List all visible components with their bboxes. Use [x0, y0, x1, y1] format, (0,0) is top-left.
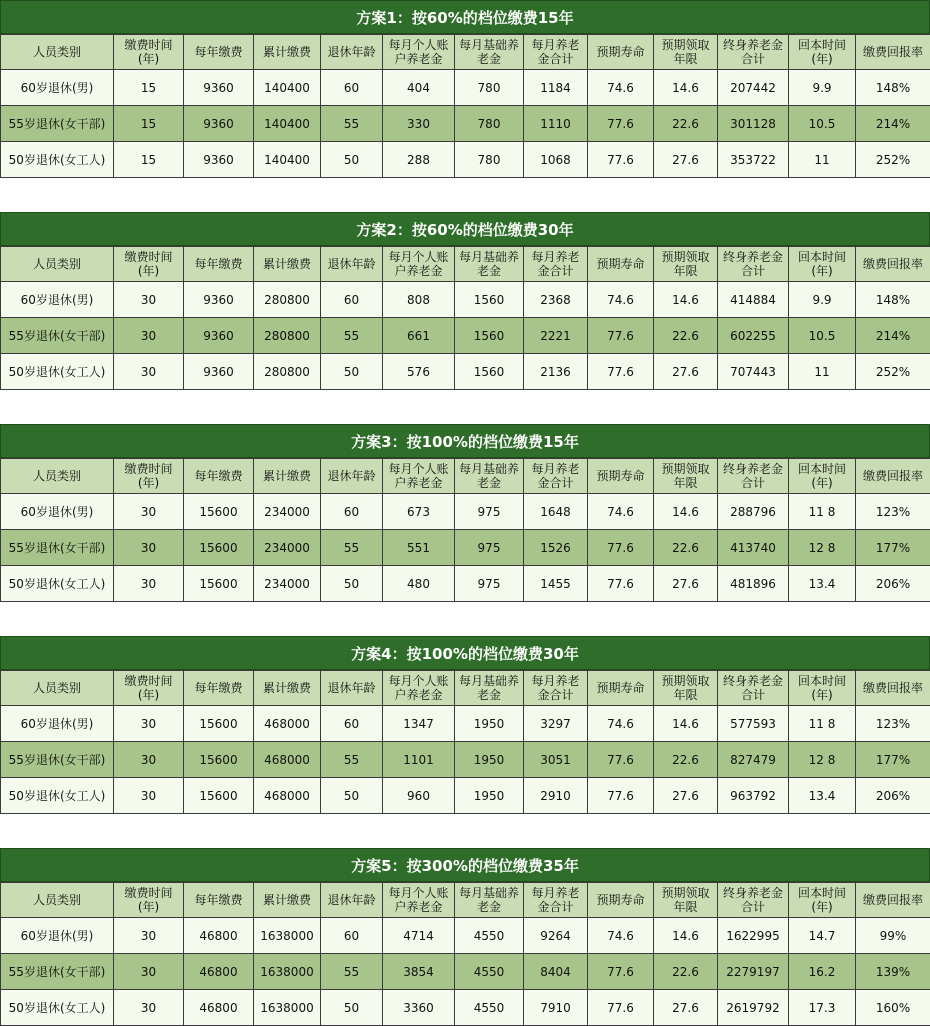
table-cell: 17.3: [789, 990, 856, 1026]
column-header: 预期寿命: [588, 459, 654, 494]
column-header: 缴费时间 (年): [114, 671, 184, 706]
table-cell: 9360: [184, 318, 254, 354]
table-cell: 55岁退休(女干部): [1, 106, 114, 142]
table-row: [1, 530, 930, 566]
table-cell: 55岁退休(女干部): [1, 742, 114, 778]
table-cell: 206%: [856, 566, 930, 602]
table-cell: 123%: [856, 494, 930, 530]
column-header: 每年缴费: [184, 883, 254, 918]
table-cell: 1068: [524, 142, 588, 178]
table-cell: 280800: [254, 282, 321, 318]
table-cell: 1560: [455, 282, 524, 318]
table-cell: 14.7: [789, 918, 856, 954]
table-cell: 60: [321, 918, 383, 954]
plan-table: [0, 458, 930, 602]
table-row: [1, 742, 930, 778]
table-cell: 481896: [718, 566, 789, 602]
column-header: 人员类别: [1, 247, 114, 282]
table-cell: 22.6: [654, 530, 718, 566]
table-cell: 12 8: [789, 742, 856, 778]
column-header: 缴费回报率: [856, 671, 930, 706]
column-header: 每年缴费: [184, 671, 254, 706]
table-cell: 55: [321, 106, 383, 142]
table-cell: 4550: [455, 990, 524, 1026]
table-cell: 1638000: [254, 990, 321, 1026]
table-cell: 780: [455, 106, 524, 142]
table-cell: 77.6: [588, 354, 654, 390]
column-header: 每月个人账 户养老金: [383, 247, 455, 282]
table-cell: 60岁退休(男): [1, 494, 114, 530]
table-cell: 77.6: [588, 566, 654, 602]
table-cell: 50岁退休(女工人): [1, 990, 114, 1026]
column-header: 累计缴费: [254, 671, 321, 706]
table-cell: 207442: [718, 70, 789, 106]
header-row: [1, 35, 930, 70]
table-cell: 2619792: [718, 990, 789, 1026]
table-cell: 22.6: [654, 954, 718, 990]
column-header: 缴费回报率: [856, 247, 930, 282]
plan-table: [0, 882, 930, 1026]
plan-section: [0, 848, 930, 1026]
column-header: 预期寿命: [588, 883, 654, 918]
column-header: 人员类别: [1, 459, 114, 494]
table-cell: 15600: [184, 494, 254, 530]
table-cell: 808: [383, 282, 455, 318]
table-cell: 15600: [184, 706, 254, 742]
table-cell: 14.6: [654, 70, 718, 106]
table-cell: 30: [114, 566, 184, 602]
table-cell: 50: [321, 778, 383, 814]
table-cell: 1560: [455, 354, 524, 390]
plan-table: [0, 246, 930, 390]
column-header: 人员类别: [1, 35, 114, 70]
table-cell: 50: [321, 142, 383, 178]
table-cell: 10.5: [789, 318, 856, 354]
table-cell: 15: [114, 106, 184, 142]
table-cell: 577593: [718, 706, 789, 742]
table-cell: 148%: [856, 70, 930, 106]
column-header: 人员类别: [1, 883, 114, 918]
table-cell: 30: [114, 318, 184, 354]
column-header: 每月基础养 老金: [455, 883, 524, 918]
table-cell: 22.6: [654, 742, 718, 778]
table-cell: 1110: [524, 106, 588, 142]
table-cell: 11 8: [789, 706, 856, 742]
table-cell: 30: [114, 742, 184, 778]
table-cell: 16.2: [789, 954, 856, 990]
table-cell: 30: [114, 918, 184, 954]
table-row: [1, 954, 930, 990]
column-header: 缴费时间 (年): [114, 247, 184, 282]
table-cell: 177%: [856, 742, 930, 778]
table-cell: 15600: [184, 742, 254, 778]
table-cell: 602255: [718, 318, 789, 354]
plan-title: 方案1：按60%的档位缴费15年: [0, 0, 930, 34]
table-cell: 30: [114, 778, 184, 814]
table-cell: 14.6: [654, 494, 718, 530]
table-cell: 140400: [254, 70, 321, 106]
column-header: 每月养老 金合计: [524, 671, 588, 706]
table-cell: 330: [383, 106, 455, 142]
table-row: [1, 70, 930, 106]
column-header: 预期领取 年限: [654, 247, 718, 282]
table-cell: 27.6: [654, 566, 718, 602]
table-row: [1, 318, 930, 354]
table-cell: 288796: [718, 494, 789, 530]
table-cell: 15: [114, 70, 184, 106]
table-cell: 9.9: [789, 70, 856, 106]
table-cell: 3051: [524, 742, 588, 778]
table-cell: 46800: [184, 918, 254, 954]
column-header: 退休年龄: [321, 35, 383, 70]
table-cell: 22.6: [654, 106, 718, 142]
table-cell: 15600: [184, 530, 254, 566]
table-cell: 148%: [856, 282, 930, 318]
column-header: 终身养老金 合计: [718, 671, 789, 706]
column-header: 回本时间 (年): [789, 459, 856, 494]
column-header: 每月养老 金合计: [524, 247, 588, 282]
header-row: [1, 459, 930, 494]
header-row: [1, 883, 930, 918]
table-cell: 1455: [524, 566, 588, 602]
table-cell: 9360: [184, 70, 254, 106]
table-cell: 1648: [524, 494, 588, 530]
table-cell: 74.6: [588, 706, 654, 742]
table-cell: 11: [789, 354, 856, 390]
table-cell: 1638000: [254, 954, 321, 990]
table-cell: 1184: [524, 70, 588, 106]
table-cell: 30: [114, 282, 184, 318]
table-cell: 55: [321, 742, 383, 778]
table-cell: 1347: [383, 706, 455, 742]
column-header: 每月个人账 户养老金: [383, 671, 455, 706]
table-cell: 1622995: [718, 918, 789, 954]
table-cell: 960: [383, 778, 455, 814]
table-cell: 4714: [383, 918, 455, 954]
column-header: 缴费回报率: [856, 883, 930, 918]
table-cell: 576: [383, 354, 455, 390]
table-cell: 353722: [718, 142, 789, 178]
table-cell: 1950: [455, 778, 524, 814]
table-cell: 74.6: [588, 70, 654, 106]
column-header: 预期寿命: [588, 247, 654, 282]
table-cell: 50: [321, 990, 383, 1026]
table-cell: 74.6: [588, 918, 654, 954]
plan-table: [0, 670, 930, 814]
table-cell: 1101: [383, 742, 455, 778]
table-cell: 404: [383, 70, 455, 106]
table-cell: 9.9: [789, 282, 856, 318]
table-cell: 214%: [856, 318, 930, 354]
table-row: [1, 918, 930, 954]
column-header: 退休年龄: [321, 671, 383, 706]
table-cell: 27.6: [654, 990, 718, 1026]
header-row: [1, 247, 930, 282]
table-cell: 140400: [254, 142, 321, 178]
column-header: 退休年龄: [321, 459, 383, 494]
table-cell: 60岁退休(男): [1, 706, 114, 742]
table-cell: 55: [321, 954, 383, 990]
table-cell: 413740: [718, 530, 789, 566]
table-cell: 14.6: [654, 918, 718, 954]
table-cell: 280800: [254, 354, 321, 390]
column-header: 回本时间 (年): [789, 247, 856, 282]
table-cell: 99%: [856, 918, 930, 954]
table-cell: 827479: [718, 742, 789, 778]
table-cell: 46800: [184, 990, 254, 1026]
table-row: [1, 142, 930, 178]
table-cell: 50岁退休(女工人): [1, 566, 114, 602]
column-header: 累计缴费: [254, 247, 321, 282]
table-cell: 7910: [524, 990, 588, 1026]
table-cell: 22.6: [654, 318, 718, 354]
column-header: 每月养老 金合计: [524, 883, 588, 918]
column-header: 终身养老金 合计: [718, 247, 789, 282]
table-cell: 77.6: [588, 778, 654, 814]
table-cell: 468000: [254, 778, 321, 814]
table-cell: 468000: [254, 742, 321, 778]
column-header: 每月个人账 户养老金: [383, 459, 455, 494]
column-header: 累计缴费: [254, 35, 321, 70]
table-cell: 30: [114, 494, 184, 530]
table-cell: 11 8: [789, 494, 856, 530]
table-cell: 480: [383, 566, 455, 602]
table-cell: 13.4: [789, 778, 856, 814]
table-cell: 55岁退休(女干部): [1, 954, 114, 990]
table-cell: 4550: [455, 918, 524, 954]
column-header: 预期领取 年限: [654, 459, 718, 494]
column-header: 每月基础养 老金: [455, 247, 524, 282]
table-cell: 468000: [254, 706, 321, 742]
table-row: [1, 778, 930, 814]
table-cell: 975: [455, 566, 524, 602]
plan-title: 方案2：按60%的档位缴费30年: [0, 212, 930, 246]
table-cell: 177%: [856, 530, 930, 566]
table-cell: 60岁退休(男): [1, 70, 114, 106]
column-header: 缴费回报率: [856, 459, 930, 494]
column-header: 每月个人账 户养老金: [383, 883, 455, 918]
table-cell: 14.6: [654, 282, 718, 318]
column-header: 每月养老 金合计: [524, 459, 588, 494]
table-cell: 46800: [184, 954, 254, 990]
column-header: 缴费时间 (年): [114, 883, 184, 918]
table-cell: 74.6: [588, 282, 654, 318]
table-cell: 2221: [524, 318, 588, 354]
table-cell: 301128: [718, 106, 789, 142]
table-cell: 13.4: [789, 566, 856, 602]
table-cell: 27.6: [654, 354, 718, 390]
table-cell: 77.6: [588, 954, 654, 990]
table-cell: 15600: [184, 778, 254, 814]
column-header: 每年缴费: [184, 459, 254, 494]
table-cell: 50: [321, 566, 383, 602]
table-cell: 30: [114, 354, 184, 390]
plan-title: 方案4：按100%的档位缴费30年: [0, 636, 930, 670]
plan-section: [0, 212, 930, 390]
table-cell: 55: [321, 530, 383, 566]
table-cell: 74.6: [588, 494, 654, 530]
table-row: [1, 354, 930, 390]
table-cell: 975: [455, 494, 524, 530]
table-cell: 9360: [184, 282, 254, 318]
table-cell: 551: [383, 530, 455, 566]
column-header: 回本时间 (年): [789, 883, 856, 918]
table-cell: 780: [455, 142, 524, 178]
plan-section: [0, 0, 930, 178]
column-header: 缴费回报率: [856, 35, 930, 70]
table-cell: 30: [114, 954, 184, 990]
column-header: 每月个人账 户养老金: [383, 35, 455, 70]
column-header: 回本时间 (年): [789, 671, 856, 706]
table-cell: 2368: [524, 282, 588, 318]
table-cell: 50岁退休(女工人): [1, 778, 114, 814]
table-cell: 139%: [856, 954, 930, 990]
column-header: 预期寿命: [588, 35, 654, 70]
table-cell: 50: [321, 354, 383, 390]
table-cell: 60: [321, 282, 383, 318]
table-cell: 288: [383, 142, 455, 178]
table-cell: 60: [321, 494, 383, 530]
column-header: 每年缴费: [184, 35, 254, 70]
plan-title: 方案5：按300%的档位缴费35年: [0, 848, 930, 882]
table-cell: 9264: [524, 918, 588, 954]
table-cell: 50岁退休(女工人): [1, 354, 114, 390]
table-cell: 234000: [254, 566, 321, 602]
table-cell: 60岁退休(男): [1, 282, 114, 318]
table-cell: 280800: [254, 318, 321, 354]
table-cell: 30: [114, 530, 184, 566]
table-cell: 30: [114, 990, 184, 1026]
table-cell: 77.6: [588, 742, 654, 778]
column-header: 终身养老金 合计: [718, 459, 789, 494]
table-cell: 673: [383, 494, 455, 530]
table-cell: 1526: [524, 530, 588, 566]
column-header: 每月养老 金合计: [524, 35, 588, 70]
table-cell: 60: [321, 70, 383, 106]
plan-section: [0, 424, 930, 602]
table-cell: 55: [321, 318, 383, 354]
table-cell: 9360: [184, 142, 254, 178]
table-cell: 8404: [524, 954, 588, 990]
column-header: 终身养老金 合计: [718, 35, 789, 70]
table-cell: 77.6: [588, 106, 654, 142]
table-cell: 140400: [254, 106, 321, 142]
plan-title: 方案3：按100%的档位缴费15年: [0, 424, 930, 458]
plan-section: [0, 636, 930, 814]
table-cell: 30: [114, 706, 184, 742]
table-cell: 1950: [455, 742, 524, 778]
table-cell: 3854: [383, 954, 455, 990]
table-cell: 77.6: [588, 530, 654, 566]
column-header: 每月基础养 老金: [455, 671, 524, 706]
column-header: 每月基础养 老金: [455, 459, 524, 494]
column-header: 预期领取 年限: [654, 883, 718, 918]
table-cell: 60岁退休(男): [1, 918, 114, 954]
table-cell: 234000: [254, 530, 321, 566]
table-cell: 60: [321, 706, 383, 742]
table-cell: 10.5: [789, 106, 856, 142]
table-cell: 234000: [254, 494, 321, 530]
table-row: [1, 990, 930, 1026]
table-cell: 963792: [718, 778, 789, 814]
column-header: 预期寿命: [588, 671, 654, 706]
table-cell: 9360: [184, 106, 254, 142]
table-cell: 252%: [856, 354, 930, 390]
table-cell: 11: [789, 142, 856, 178]
table-cell: 123%: [856, 706, 930, 742]
table-cell: 1560: [455, 318, 524, 354]
table-cell: 15600: [184, 566, 254, 602]
table-cell: 77.6: [588, 990, 654, 1026]
table-row: [1, 566, 930, 602]
column-header: 退休年龄: [321, 883, 383, 918]
table-cell: 15: [114, 142, 184, 178]
table-cell: 77.6: [588, 142, 654, 178]
table-cell: 14.6: [654, 706, 718, 742]
header-row: [1, 671, 930, 706]
table-cell: 4550: [455, 954, 524, 990]
column-header: 回本时间 (年): [789, 35, 856, 70]
table-cell: 3360: [383, 990, 455, 1026]
table-cell: 27.6: [654, 778, 718, 814]
column-header: 终身养老金 合计: [718, 883, 789, 918]
table-cell: 2279197: [718, 954, 789, 990]
table-cell: 975: [455, 530, 524, 566]
column-header: 累计缴费: [254, 459, 321, 494]
table-cell: 2910: [524, 778, 588, 814]
table-cell: 414884: [718, 282, 789, 318]
table-row: [1, 706, 930, 742]
table-row: [1, 106, 930, 142]
column-header: 退休年龄: [321, 247, 383, 282]
table-cell: 3297: [524, 706, 588, 742]
table-cell: 55岁退休(女干部): [1, 318, 114, 354]
column-header: 每年缴费: [184, 247, 254, 282]
table-cell: 1638000: [254, 918, 321, 954]
table-cell: 9360: [184, 354, 254, 390]
table-cell: 50岁退休(女工人): [1, 142, 114, 178]
table-cell: 27.6: [654, 142, 718, 178]
column-header: 预期领取 年限: [654, 671, 718, 706]
table-cell: 12 8: [789, 530, 856, 566]
column-header: 每月基础养 老金: [455, 35, 524, 70]
column-header: 累计缴费: [254, 883, 321, 918]
table-cell: 707443: [718, 354, 789, 390]
table-cell: 661: [383, 318, 455, 354]
table-row: [1, 282, 930, 318]
column-header: 人员类别: [1, 671, 114, 706]
table-cell: 160%: [856, 990, 930, 1026]
table-cell: 252%: [856, 142, 930, 178]
table-cell: 2136: [524, 354, 588, 390]
table-row: [1, 494, 930, 530]
table-cell: 780: [455, 70, 524, 106]
column-header: 预期领取 年限: [654, 35, 718, 70]
column-header: 缴费时间 (年): [114, 35, 184, 70]
table-cell: 214%: [856, 106, 930, 142]
table-cell: 206%: [856, 778, 930, 814]
table-cell: 55岁退休(女干部): [1, 530, 114, 566]
table-cell: 77.6: [588, 318, 654, 354]
plan-table: [0, 34, 930, 178]
table-cell: 1950: [455, 706, 524, 742]
column-header: 缴费时间 (年): [114, 459, 184, 494]
